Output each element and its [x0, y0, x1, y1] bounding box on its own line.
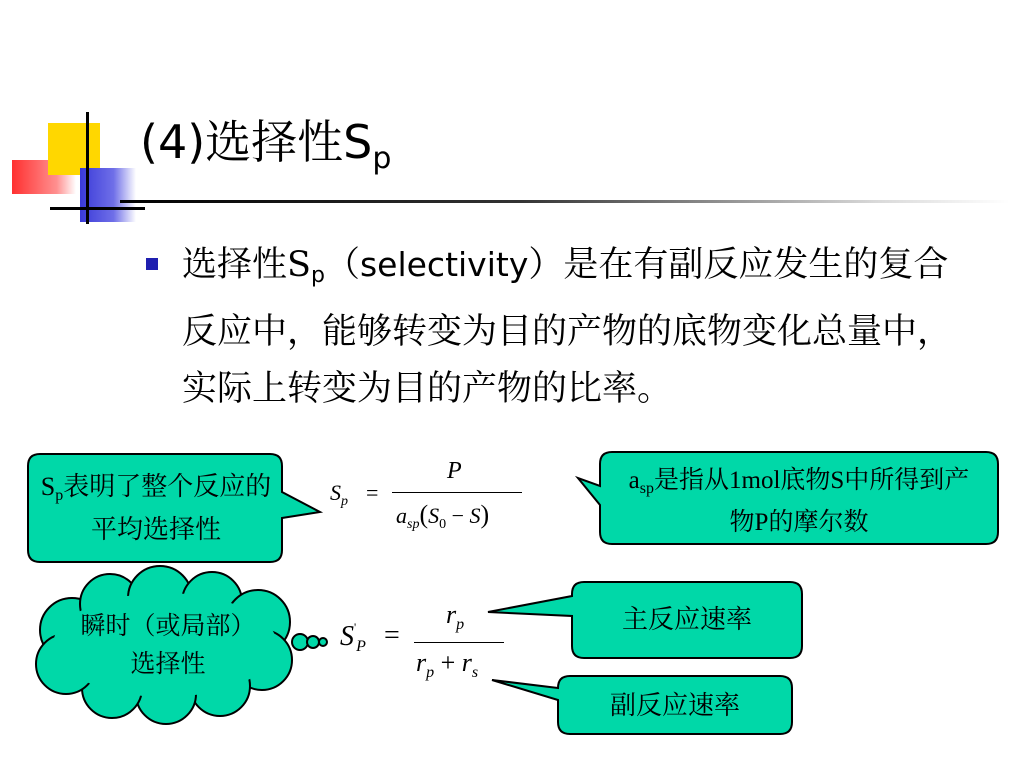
- callout-right-top-text: [624, 464, 974, 540]
- formula-instant-selectivity: [340, 598, 520, 690]
- callout-side-rate-text: 副反应速率: [609, 691, 740, 720]
- formula1-lhs: $S_p$: [330, 480, 348, 509]
- formula2-equals: =: [384, 620, 400, 651]
- cloud-text: 瞬时（或局部）选择性: [80, 613, 256, 678]
- callout-left-top-text: [32, 470, 280, 547]
- formula1-denominator: $a_{sp}(S_0 - S)$: [396, 500, 490, 532]
- formula1-fraction-bar: [392, 492, 522, 493]
- callout-right-top-body: 是指从1mol底物S中所得到产物P的摩尔数: [654, 467, 970, 536]
- callout-right-top-sub: sp: [639, 480, 655, 497]
- formula1-numerator: P: [447, 458, 462, 484]
- formula1-equals: =: [366, 480, 379, 505]
- formula2-denominator: $r_p + r_s$: [416, 648, 479, 681]
- callout-main-rate-text: 主反应速率: [621, 605, 752, 634]
- callout-left-top-sub: p: [55, 487, 64, 504]
- bullet-lead: 选择性S: [182, 245, 311, 285]
- callout-left-top-body: 表明了整个反应的平均选择性: [63, 472, 272, 544]
- callout-left-top-prefix: S: [40, 472, 56, 501]
- callout-right-top-prefix: a: [628, 467, 640, 494]
- formula2-lhs: $S'_P$: [340, 620, 366, 655]
- formula-selectivity: [330, 458, 530, 538]
- formula2-fraction-bar: [414, 642, 504, 643]
- title-subscript: p: [372, 141, 392, 176]
- bullet-term: selectivity: [359, 245, 529, 284]
- formula2-numerator: $r_p$: [446, 600, 465, 633]
- bullet-lead-subscript: p: [310, 263, 325, 288]
- bullet-rest: ）是在有副反应发生的复合反应中，能够转变为目的产物的底物变化总量中，实际上转变为目的产物的比率。: [182, 245, 953, 409]
- bullet-paren-open: （: [324, 245, 360, 285]
- title-text: (4)选择性S: [140, 115, 373, 169]
